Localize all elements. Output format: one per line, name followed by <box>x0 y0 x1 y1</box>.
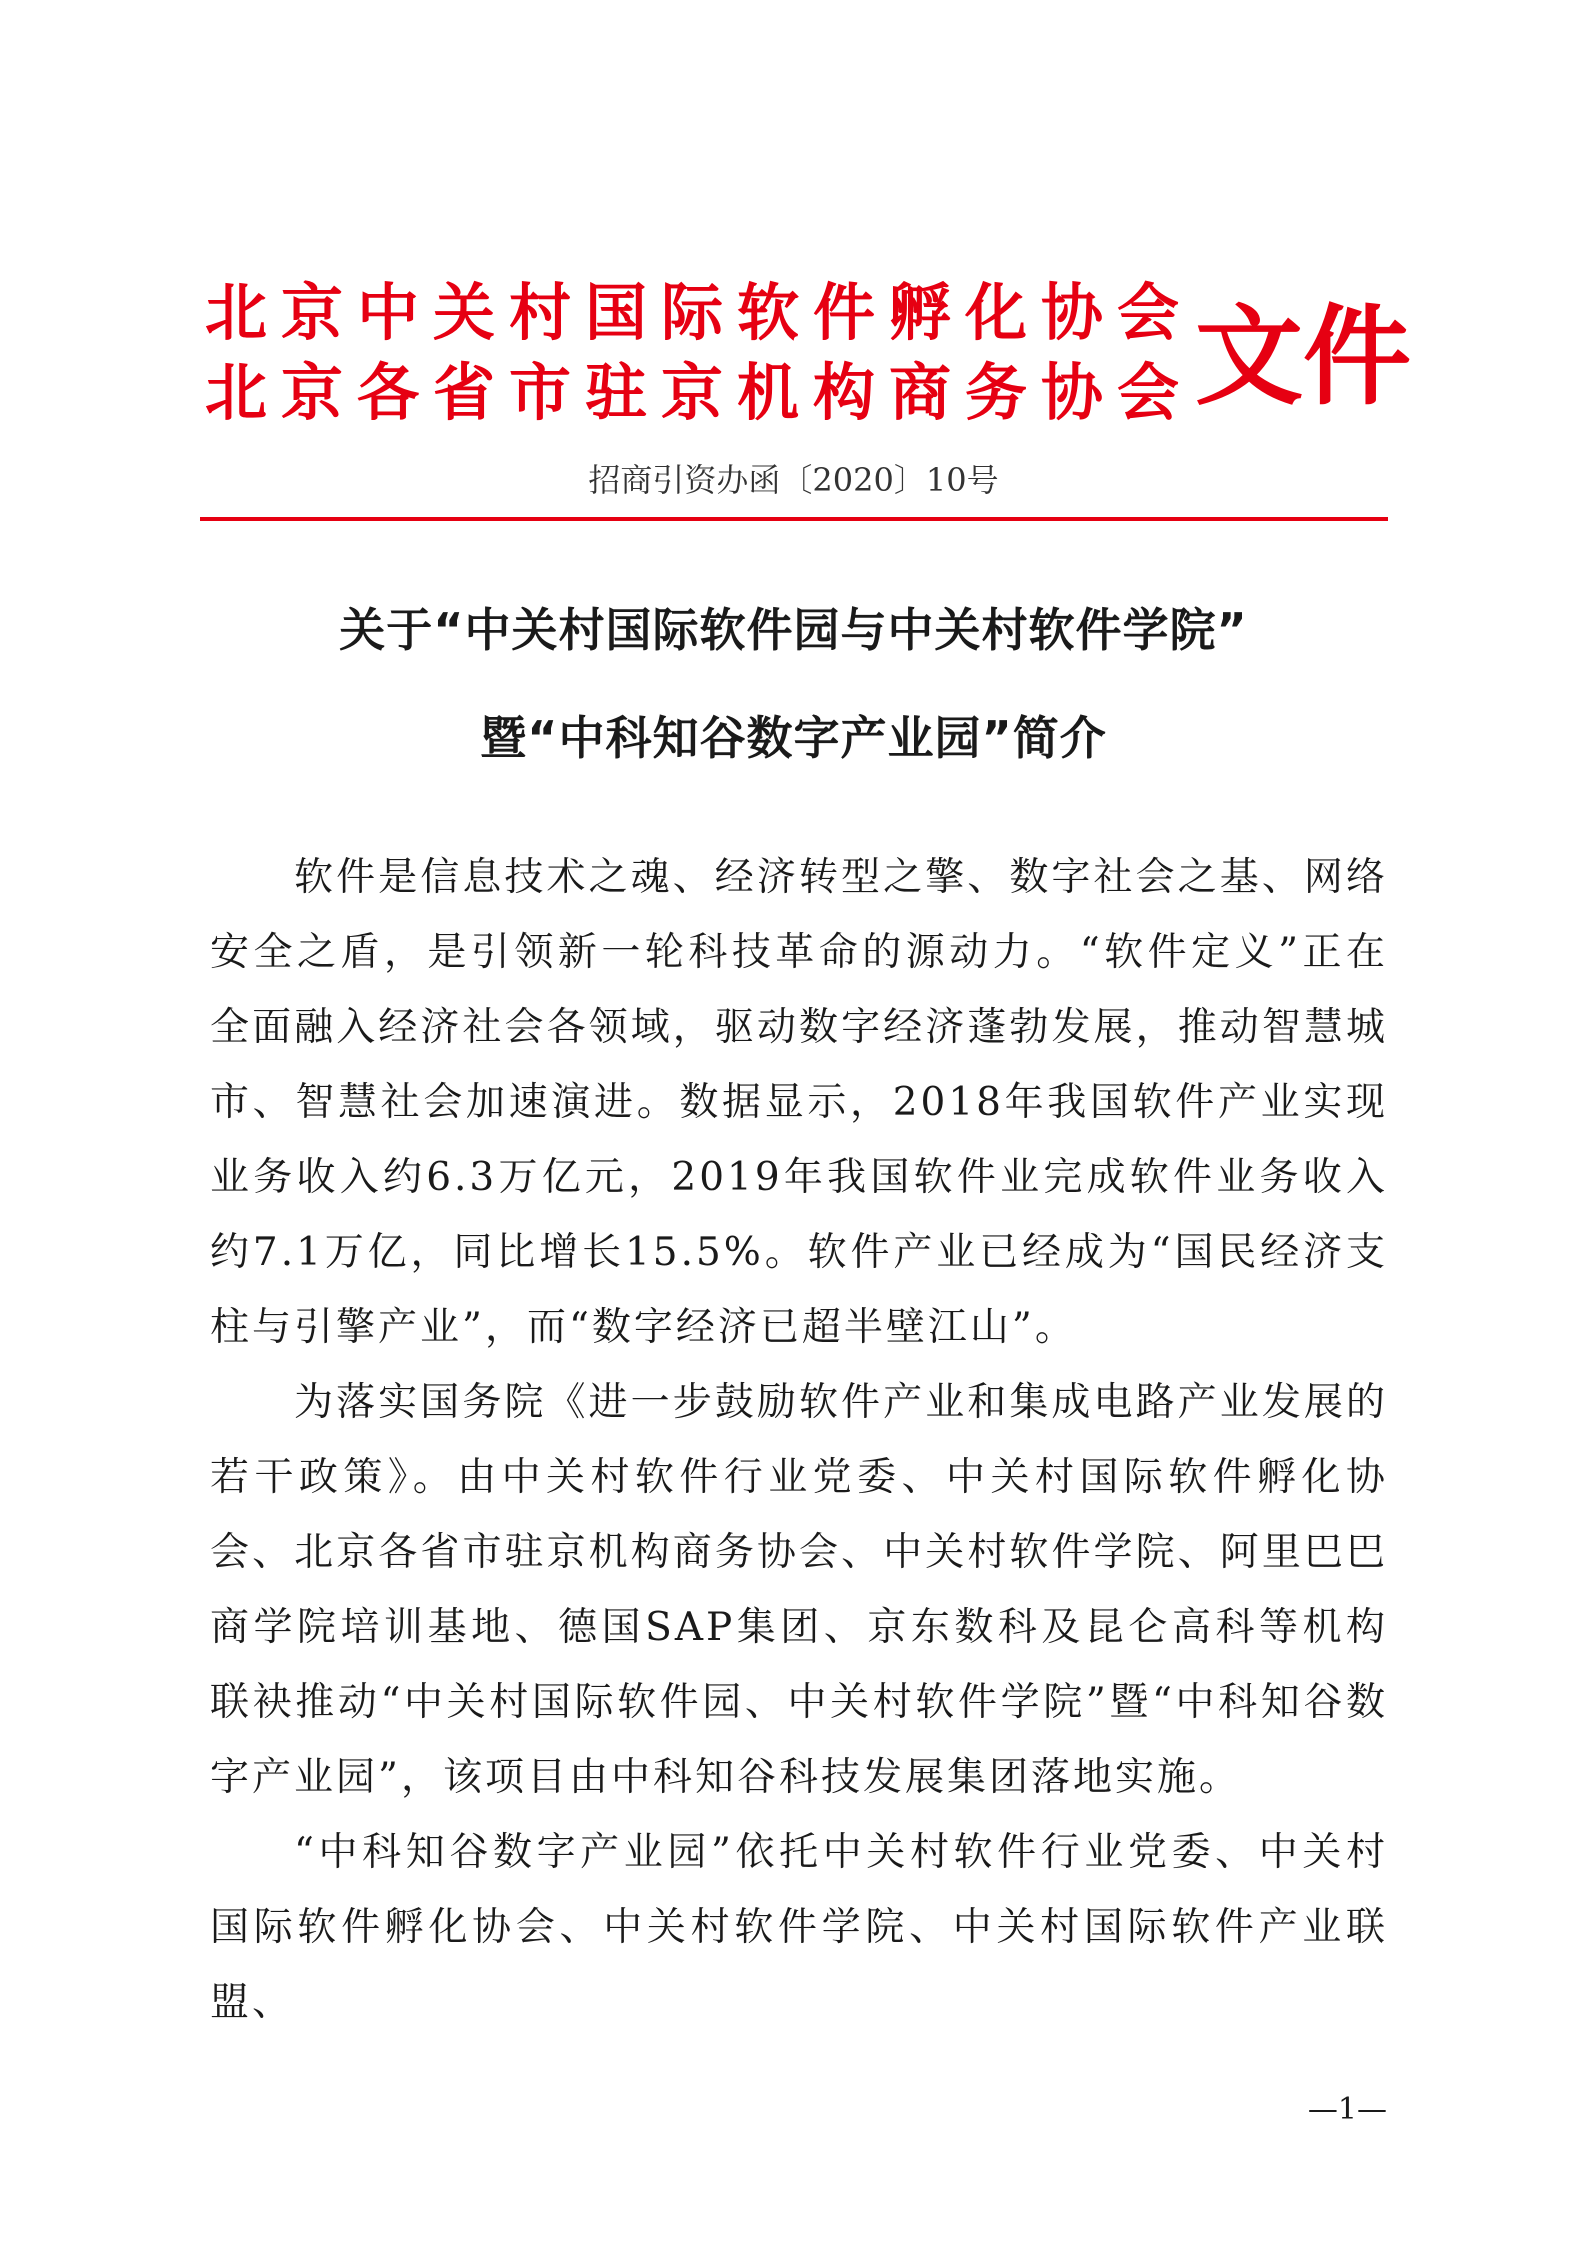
document-title-line-1: 关于“中关村国际软件园与中关村软件学院” <box>339 603 1248 657</box>
body-paragraph: 软件是信息技术之魂、经济转型之擎、数字社会之基、网络安全之盾，是引领新一轮科技革命的源动力。“软件定义”正在全面融入经济社会各领域，驱动数字经济蓬勃发展，推动智慧城市、智慧社会加速演进。数据显示，2018年我国软件产业实现业务收入约6.3万亿元，2019年我国软件业完成软件业务收入约7.1万亿，同比增长15.5%。软件产业已经成为“国民经济支柱与引擎产业”，而“数字经济已超半壁江山”。 <box>210 855 1388 1350</box>
document-body <box>210 840 1388 2040</box>
body-paragraph: “中科知谷数字产业园”依托中关村软件行业党委、中关村国际软件孵化协会、中关村软件学院、中关村国际软件产业联盟、 <box>210 1830 1388 2025</box>
issuing-org-2: 北京各省市驻京机构商务协会 <box>205 356 1194 429</box>
document-mark: 文件 <box>1195 295 1412 420</box>
issuing-org-1: 北京中关村国际软件孵化协会 <box>205 276 1194 349</box>
document-header <box>205 270 1412 450</box>
red-divider <box>200 517 1388 521</box>
document-title-line-2: 暨“中科知谷数字产业园”简介 <box>480 711 1107 765</box>
body-paragraph: 为落实国务院《进一步鼓励软件产业和集成电路产业发展的若干政策》。由中关村软件行业党委、中关村国际软件孵化协会、北京各省市驻京机构商务协会、中关村软件学院、阿里巴巴商学院培训基地、德国SAP集团、京东数科及昆仑高科等机构联袂推动“中关村国际软件园、中关村软件学院”暨“中科知谷数字产业园”，该项目由中科知谷科技发展集团落地实施。 <box>210 1380 1388 1800</box>
page-number: —1— <box>1307 2092 1387 2127</box>
document-number: 招商引资办函〔2020〕10号 <box>588 461 999 499</box>
